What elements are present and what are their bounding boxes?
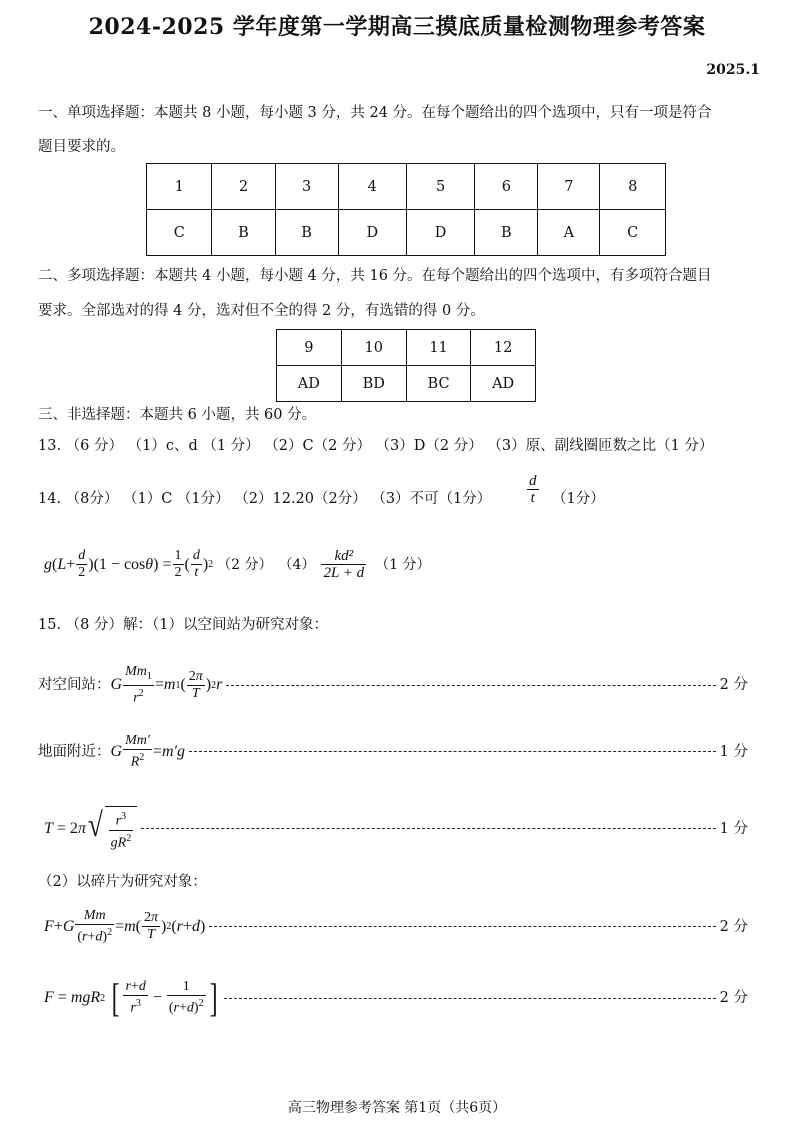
table-cell: 9 xyxy=(277,330,342,366)
q14-answer-line1: 14. （8分） （1）C （1分） （2）12.20（2分） （3）不可（1分） xyxy=(38,491,492,507)
table-cell: 12 xyxy=(471,330,536,366)
single-choice-answer-table xyxy=(146,163,666,256)
question-number-row xyxy=(277,330,536,366)
table-cell: 7 xyxy=(538,164,600,210)
table-cell: D xyxy=(406,210,474,256)
section1-instructions-line2: 题目要求的。 xyxy=(38,139,125,155)
station-label: 对空间站： xyxy=(38,677,111,694)
q13-answer: 13. （6 分） （1）c、d （1 分） （2）C（2 分） （3）D（2 分） （3）原、副线圈匝数之比（1 分） xyxy=(38,438,714,454)
dashed-leader xyxy=(189,751,716,752)
station-score: 2 分 xyxy=(719,677,748,694)
table-cell: B xyxy=(475,210,538,256)
table-cell: B xyxy=(212,210,275,256)
table-cell: 8 xyxy=(600,164,666,210)
answer-row xyxy=(147,210,666,256)
section2-instructions-line1: 二、多项选择题：本题共 4 小题，每小题 4 分，共 16 分。在每个题给出的四个选项中，有多项符合题目 xyxy=(38,268,712,284)
page-footer: 高三物理参考答案 第1页（共6页） xyxy=(287,1100,507,1116)
table-cell: 4 xyxy=(338,164,406,210)
table-cell: 2 xyxy=(212,164,275,210)
table-cell: 5 xyxy=(406,164,474,210)
table-cell: BC xyxy=(406,366,470,402)
fraction-denominator: t xyxy=(530,490,535,506)
q15-station-equation: 对空间站： G $\frac{Mm_1}{r^2}$ = m 1 ( $\frac{2\pi}{T}$ ) 2 r 2 分 xyxy=(38,664,748,706)
q14-part4-label: （4） xyxy=(278,556,316,573)
force-result-score: 2 分 xyxy=(719,990,748,1006)
table-cell: 3 xyxy=(275,164,338,210)
dashed-leader xyxy=(226,685,715,686)
q14-fraction-kd2 xyxy=(321,548,366,581)
q14-score-b: （1 分） xyxy=(375,556,431,573)
table-cell: 10 xyxy=(341,330,406,366)
period-score: 1 分 xyxy=(719,820,748,837)
table-cell: AD xyxy=(471,366,536,402)
fraction-numerator: kd² xyxy=(321,548,366,565)
table-cell: BD xyxy=(341,366,406,402)
fragment-score: 2 分 xyxy=(719,918,748,935)
table-cell: 1 xyxy=(147,164,212,210)
table-cell: 11 xyxy=(406,330,470,366)
document-date: 2025.1 xyxy=(706,62,760,78)
q15-force-result-equation: F = mgR 2 [ $\frac{r+d}{r^3}$ − $\frac{1}{(r+d)^2}$ ] 2 分 xyxy=(44,975,748,1020)
table-cell: C xyxy=(600,210,666,256)
q15-period-equation: T = 2 π √ $\frac{r^3}{gR^2}$ 1 分 xyxy=(44,807,748,851)
q15-ground-equation: 地面附近： G $\frac{Mm'}{R^2}$ = m′g 1 分 xyxy=(38,733,748,770)
table-cell: AD xyxy=(277,366,342,402)
ground-score: 1 分 xyxy=(719,743,748,760)
section2-instructions-line2: 要求。全部选对的得 4 分，选对但不全的得 2 分，有选错的得 0 分。 xyxy=(38,303,485,319)
answer-row xyxy=(277,366,536,402)
q14-equation-score: （2 分） xyxy=(217,556,273,573)
dashed-leader xyxy=(224,998,716,999)
q14-score-a: （1分） xyxy=(552,491,605,507)
section3-instructions: 三、非选择题：本题共 6 小题，共 60 分。 xyxy=(38,407,317,423)
table-cell: 6 xyxy=(475,164,538,210)
q15-fragment-equation: F + G $\frac{Mm}{(r+d)^2}$ = m ( $\frac{2\pi}{T}$ ) 2 ( r + d ) 2 分 xyxy=(44,908,748,945)
dashed-leader xyxy=(141,828,715,829)
dashed-leader xyxy=(209,926,715,927)
table-cell: C xyxy=(147,210,212,256)
page-title: 2024-2025 学年度第一学期高三摸底质量检测物理参考答案 xyxy=(88,14,706,40)
question-number-row xyxy=(147,164,666,210)
section1-instructions-line1: 一、单项选择题：本题共 8 小题，每小题 3 分，共 24 分。在每个题给出的四个选项中，只有一项是符合 xyxy=(38,105,712,121)
q15-intro: 15. （8 分）解：（1）以空间站为研究对象： xyxy=(38,617,328,633)
table-cell: B xyxy=(275,210,338,256)
fraction-numerator: d xyxy=(529,473,537,489)
ground-label: 地面附近： xyxy=(38,743,111,760)
q14-energy-equation: g ( L + $\frac{d}{2}$ )(1 − cos θ ) = $\frac{1}{2}$ ( $\frac{d}{t}$ ) 2 （2 分） （4） $\frac{\text{kd²}}{2L + d}$ （1 分） xyxy=(44,548,431,581)
multiple-choice-answer-table xyxy=(276,329,536,402)
q14-fraction-d-over-t xyxy=(526,473,540,506)
table-cell: A xyxy=(538,210,600,256)
table-cell: D xyxy=(338,210,406,256)
fraction-denominator: 2L + d xyxy=(323,565,365,581)
q15-part2-intro: （2）以碎片为研究对象： xyxy=(38,874,207,890)
